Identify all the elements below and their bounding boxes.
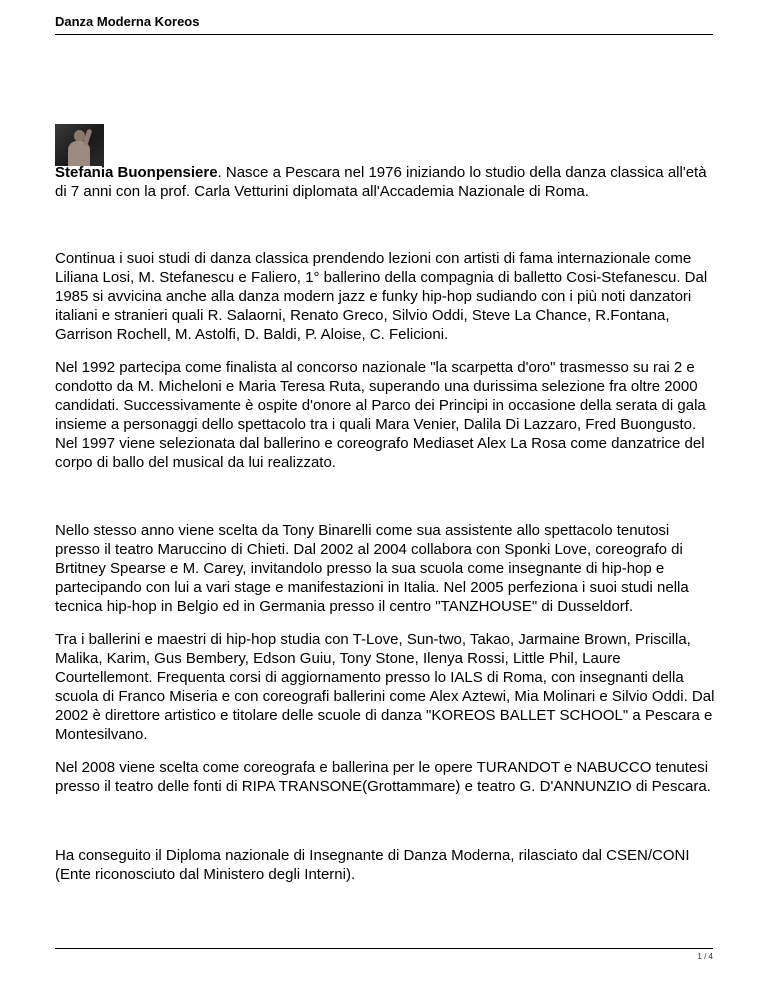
paragraph-1992: Nel 1992 partecipa come finalista al concorso nazionale "la scarpetta d'oro" trasmesso su rai 2 e condotto da M. Micheloni e Maria Teresa Ruta, superando una durissima selezione fra oltre 2000 candidati. Successivamente è ospite d'onore al Parco dei Principi in occasione della serata di gala insieme a personaggi dello spettacolo tra i quali Mara Venier, Dalila Di Lazzaro, Fred Buongusto. Nel 1997 viene selezionata dal ballerino e coreografo Mediaset Alex La Rosa come danzatrice del corpo di ballo del musical da lui realizzato. [55,359,706,471]
paragraph-intro [55,163,717,201]
header-divider [55,34,713,35]
footer-divider [55,948,713,949]
paragraph-2008: Nel 2008 viene scelta come coreografa e ballerina per le opere TURANDOT e NABUCCO tenutesi presso il teatro delle fonti di RIPA TRANSONE(Grottammare) e teatro G. D'ANNUNZIO di Pescara. [55,759,711,795]
paragraph-diploma: Ha conseguito il Diploma nazionale di Insegnante di Danza Moderna, rilasciato dal CSEN/CONI (Ente riconosciuto dal Ministero degli Interni). [55,847,690,883]
photo-figure-arm [83,129,93,146]
paragraph-teachers: Tra i ballerini e maestri di hip-hop studia con T-Love, Sun-two, Takao, Jarmaine Brown, Priscilla, Malika, Karim, Gus Bembery, Edson Guiu, Tony Stone, Ilenya Rossi, Little Phil, Laure Courtellemont. Frequenta corsi di aggiornamento presso lo IALS di Roma, con insegnanti della scuola di Franco Miseria e con coreografi ballerini come Alex Aztewi, Mia Molinari e Silvio Oddi. Dal 2002 è direttore artistico e titolare delle scuole di danza "KOREOS BALLET SCHOOL" a Pescara e Montesilvano. [55,631,715,743]
intro-text: . Nasce a Pescara nel 1976 iniziando lo studio della danza classica all'età di 7 anni con la prof. Carla Vetturini diplomata all'Accademia Nazionale di Roma. [55,164,707,200]
paragraph-classical-studies: Continua i suoi studi di danza classica prendendo lezioni con artisti di fama internazionale come Liliana Losi, M. Stefanescu e Faliero, 1° ballerino della compagnia di balletto Cosi-Stefanescu. Dal 1985 si avvicina anche alla danza modern jazz e funky hip-hop sudiando con i più noti danzatori italiani e stranieri quali R. Salaorni, Renato Greco, Silvio Oddi, Steve La Chance, R.Fontana, Garrison Rochell, M. Astolfi, D. Baldi, P. Aloise, C. Felicioni. [55,250,708,343]
paragraph-hip-hop: Nello stesso anno viene scelta da Tony Binarelli come sua assistente allo spettacolo tenutosi presso il teatro Maruccino di Chieti. Dal 2002 al 2004 collabora con Sponki Love, coreografo di Brtitney Spearse e M. Carey, invitandolo presso la sua scuola come insegnante di hip-hop e partecipando con lui a vari stage e manifestazioni in Italia. Nel 2005 perfeziona i suoi studi nella tecnica hip-hop in Belgio ed in Germania presso il centro "TANZHOUSE" di Dusseldorf. [55,522,689,615]
page-header-title: Danza Moderna Koreos [55,14,200,29]
biography-content [55,163,717,884]
dancer-portrait-photo [55,124,104,166]
dancer-name: Stefania Buonpensiere [55,164,218,181]
page-number: 1 / 4 [697,952,713,961]
